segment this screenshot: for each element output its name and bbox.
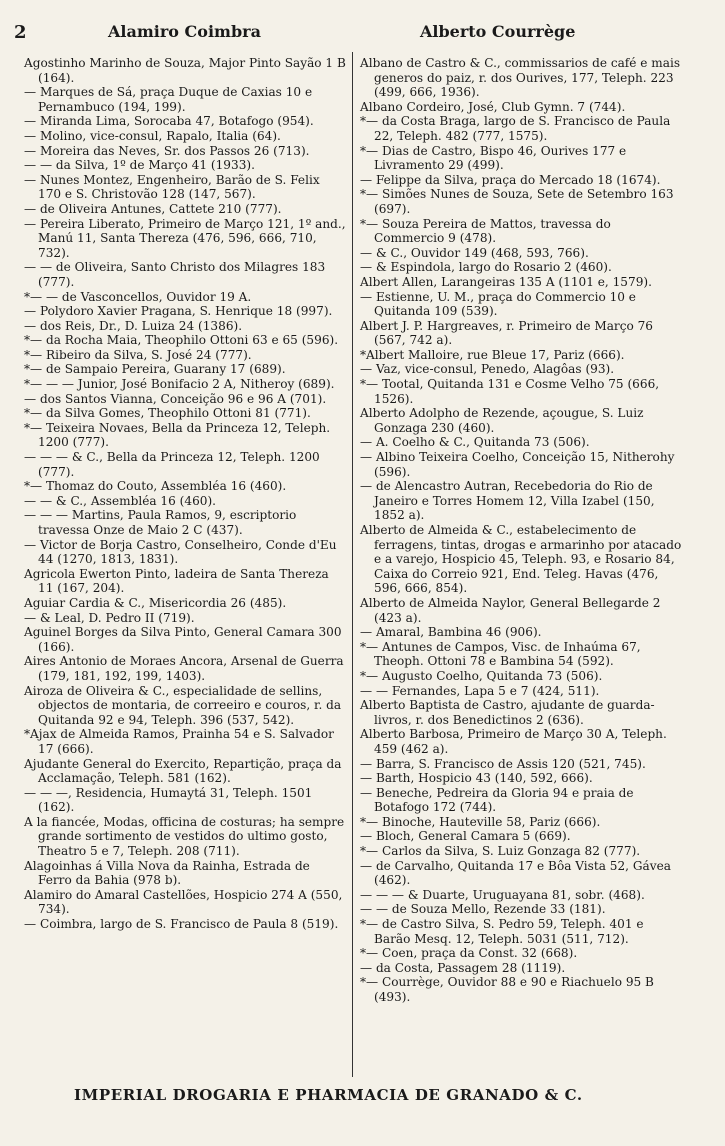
directory-entry: — Polydoro Xavier Pragana, S. Henrique 18 (997). (24, 304, 333, 319)
directory-entry: Alberto de Almeida Naylor, General Bellegarde 2 (423 a). (360, 595, 661, 625)
directory-entry: *— Antunes de Campos, Visc. de Inhaúma 67, Theoph. Ottoni 78 e Bambina 54 (592). (360, 639, 641, 669)
directory-entry: Aguiar Cardia & C., Misericordia 26 (485). (24, 595, 287, 610)
directory-entry: Alamiro do Amaral Castellões, Hospicio 274 A (550, 734). (24, 887, 343, 917)
directory-entry: — Molino, vice-consul, Rapalo, Italia (64). (24, 128, 281, 143)
directory-entry: — A. Coelho & C., Quitanda 73 (506). (360, 435, 590, 450)
directory-entry: — da Costa, Passagem 28 (1119). (360, 960, 566, 975)
directory-entry: — — de Oliveira, Santo Christo dos Milagres 183 (777). (24, 260, 326, 289)
page-header (0, 22, 725, 44)
directory-entry: *— Binoche, Hauteville 58, Pariz (666). (360, 814, 601, 829)
directory-entry: Alberto Barbosa, Primeiro de Março 30 A, Teleph. 459 (462 a). (360, 727, 667, 756)
page-number: 2 (14, 22, 27, 43)
directory-entry: — Amaral, Bambina 46 (906). (360, 625, 542, 640)
directory-entry: *— Coen, praça da Const. 32 (668). (360, 946, 578, 961)
directory-entry: — Coimbra, largo de S. Francisco de Paula 8 (519). (24, 917, 339, 932)
footer-advert: IMPERIAL DROGARIA E PHARMACIA DE GRANADO & C. (74, 1086, 583, 1104)
directory-entry: *— Teixeira Novaes, Bella da Princeza 12, Teleph. 1200 (777). (24, 420, 331, 450)
left-column (24, 56, 346, 932)
column-divider (352, 52, 353, 1077)
directory-entry: — de Carvalho, Quitanda 17 e Bôa Vista 52, Gávea (462). (360, 858, 671, 888)
directory-entry: *— Ribeiro da Silva, S. José 24 (777). (24, 347, 252, 362)
directory-entry: — Vaz, vice-consul, Penedo, Alagôas (93). (360, 362, 615, 377)
directory-entry: — de Oliveira Antunes, Cattete 210 (777). (24, 201, 282, 216)
directory-entry: Albano de Castro & C., commissarios de café e mais generos do paiz, r. dos Ourives, 177, Teleph. 223 (499, 666, 1936). (360, 56, 681, 100)
directory-entry: *— — — Junior, José Bonifacio 2 A, Nitheroy (689). (24, 377, 335, 392)
directory-entry: Alberto de Almeida & C., estabelecimento de ferragens, tintas, drogas e armarinho por atacado e a varejo, Hospicio 45, Teleph. 93, e Rosario 84, Caixa do Correio 921, End. Teleg. Havas (476, 596, 666, 854). (360, 523, 682, 596)
directory-entry: — dos Santos Vianna, Conceição 96 e 96 A (701). (24, 391, 327, 406)
directory-entry: Ajudante General do Exercito, Repartição, praça da Acclamação, Teleph. 581 (162). (24, 756, 342, 786)
directory-entry: *— Carlos da Silva, S. Luiz Gonzaga 82 (777). (360, 844, 641, 859)
directory-entry: — Estienne, U. M., praça do Commercio 10 e Quitanda 109 (539). (360, 289, 636, 319)
directory-entry: — & Leal, D. Pedro II (719). (24, 610, 195, 625)
directory-entry: Alberto Adolpho de Rezende, açougue, S. Luiz Gonzaga 230 (460). (360, 406, 644, 435)
directory-entry: — dos Reis, Dr., D. Luiza 24 (1386). (24, 318, 243, 333)
directory-entry: — Pereira Liberato, Primeiro de Março 121, 1º and., Manú 11, Santa Thereza (476, 596, 666, 710, 732). (24, 216, 346, 260)
directory-entry: Agostinho Marinho de Souza, Major Pinto Sayão 1 B (164). (24, 56, 346, 85)
directory-entry: *— de Sampaio Pereira, Guarany 17 (689). (24, 362, 286, 377)
directory-entry: — — de Souza Mello, Rezende 33 (181). (360, 902, 606, 917)
directory-entry: — Victor de Borja Castro, Conselheiro, Conde d'Eu 44 (1270, 1813, 1831). (24, 537, 337, 567)
directory-entry: — Albino Teixeira Coelho, Conceição 15, Nitherohy (596). (360, 450, 675, 479)
directory-entry: *— da Rocha Maia, Theophilo Ottoni 63 e 65 (596). (24, 333, 339, 348)
directory-entry: Aires Antonio de Moraes Ancora, Arsenal de Guerra (179, 181, 192, 199, 1403). (24, 654, 344, 683)
directory-entry: — Felippe da Silva, praça do Mercado 18 (1674). (360, 172, 661, 187)
directory-entry: — Barra, S. Francisco de Assis 120 (521, 745). (360, 756, 646, 771)
directory-entry: — Marques de Sá, praça Duque de Caxias 10 e Pernambuco (194, 199). (24, 85, 313, 114)
directory-entry: — Beneche, Pedreira da Gloria 94 e praia de Botafogo 172 (744). (360, 785, 634, 815)
directory-entry: Alberto Baptista de Castro, ajudante de guarda-livros, r. dos Benedictinos 2 (636). (360, 698, 655, 727)
directory-entry: Agricola Ewerton Pinto, ladeira de Santa Thereza 11 (167, 204). (24, 566, 329, 596)
directory-entry: — — da Silva, 1º de Março 41 (1933). (24, 158, 255, 173)
directory-entry: — — —, Residencia, Humaytá 31, Teleph. 1501 (162). (24, 785, 313, 815)
directory-entry: *— Courrège, Ouvidor 88 e 90 e Riachuelo 95 B (493). (360, 975, 654, 1004)
directory-entry: — Barth, Hospicio 43 (140, 592, 666). (360, 771, 593, 786)
left-running-head: Alamiro Coimbra (108, 22, 261, 41)
directory-entry: *— Tootal, Quitanda 131 e Cosme Velho 75 (666, 1526). (360, 377, 660, 406)
directory-entry: — — — & C., Bella da Princeza 12, Teleph. 1200 (777). (24, 450, 320, 479)
directory-entry: Albert Allen, Larangeiras 135 A (1101 e, 1579). (360, 274, 652, 289)
directory-entry: — Moreira das Neves, Sr. dos Passos 26 (713). (24, 143, 310, 158)
directory-entry: *— da Silva Gomes, Theophilo Ottoni 81 (771). (24, 406, 311, 421)
directory-entry: A la fiancée, Modas, officina de costuras; ha sempre grande sortimento de vestidos do ultimo gosto, Theatro 5 e 7, Teleph. 208 (711). (24, 814, 345, 859)
directory-entry: *— Souza Pereira de Mattos, travessa do Commercio 9 (478). (360, 216, 611, 246)
directory-entry: *— Simões Nunes de Souza, Sete de Setembro 163 (697). (360, 187, 674, 216)
directory-entry: — — — Martins, Paula Ramos, 9, escriptorio travessa Onze de Maio 2 C (437). (24, 508, 297, 537)
directory-entry: *— Dias de Castro, Bispo 46, Ourives 177 e Livramento 29 (499). (360, 143, 627, 173)
right-column (360, 56, 682, 1005)
directory-entry: — — Fernandes, Lapa 5 e 7 (424, 511). (360, 683, 600, 698)
directory-entry: Airoza de Oliveira & C., especialidade de sellins, objectos de montaria, de correeiro e couros, r. da Quitanda 92 e 94, Teleph. 396 (537, 542). (24, 683, 342, 727)
directory-entry: — Bloch, General Camara 5 (669). (360, 829, 571, 844)
directory-entry: Aguinel Borges da Silva Pinto, General Camara 300 (166). (24, 625, 342, 654)
directory-entry: Alagoinhas á Villa Nova da Rainha, Estrada de Ferro da Bahia (978 b). (24, 858, 310, 888)
directory-entry: *Albert Malloire, rue Bleue 17, Pariz (666). (360, 347, 625, 362)
directory-entry: — — & C., Assembléa 16 (460). (24, 493, 217, 508)
directory-entry: *Ajax de Almeida Ramos, Prainha 54 e S. Salvador 17 (666). (24, 727, 334, 756)
directory-entry: — & C., Ouvidor 149 (468, 593, 766). (360, 245, 589, 260)
directory-entry: *— Thomaz do Couto, Assembléa 16 (460). (24, 479, 287, 494)
right-running-head: Alberto Courrège (420, 22, 576, 41)
directory-entry: *— Augusto Coelho, Quitanda 73 (506). (360, 668, 603, 683)
directory-entry: *— — de Vasconcellos, Ouvidor 19 A. (24, 289, 252, 304)
directory-entry: — de Alencastro Autran, Recebedoria do Rio de Janeiro e Torres Homem 12, Villa Izabel (150, 1852 a). (360, 479, 655, 523)
directory-entry: — — — & Duarte, Uruguayana 81, sobr. (468). (360, 887, 645, 902)
directory-entry: Albano Cordeiro, José, Club Gymn. 7 (744). (360, 99, 626, 114)
directory-entry: — & Espindola, largo do Rosario 2 (460). (360, 260, 612, 275)
directory-entry: *— da Costa Braga, largo de S. Francisco de Paula 22, Teleph. 482 (777, 1575). (360, 114, 671, 143)
directory-entry: — Nunes Montez, Engenheiro, Barão de S. Felix 170 e S. Christovão 128 (147, 567). (24, 172, 320, 202)
directory-entry: Albert J. P. Hargreaves, r. Primeiro de Março 76 (567, 742 a). (360, 318, 653, 348)
directory-entry: — Miranda Lima, Sorocaba 47, Botafogo (954). (24, 114, 314, 129)
directory-entry: *— de Castro Silva, S. Pedro 59, Teleph. 401 e Barão Mesq. 12, Teleph. 5031 (511, 712). (360, 917, 644, 946)
